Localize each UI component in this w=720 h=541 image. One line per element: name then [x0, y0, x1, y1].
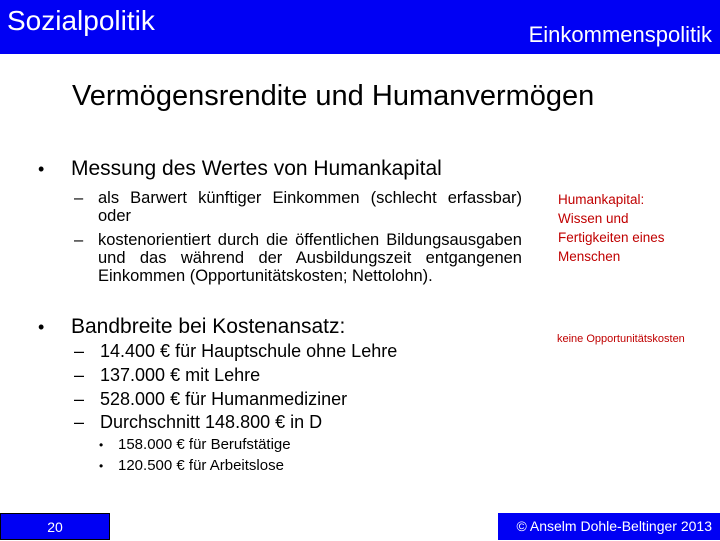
bullet-marker: •: [99, 459, 104, 473]
course-title: Sozialpolitik: [7, 5, 155, 36]
slide-title: Vermögensrendite und Humanvermögen: [72, 80, 595, 112]
bullet-text: Bandbreite bei Kostenansatz:: [71, 315, 346, 338]
sub-sub-item-text: 158.000 € für Berufstätige: [118, 436, 291, 453]
opportunity-cost-note: keine Opportunitätskosten: [557, 333, 685, 345]
bullet-marker: •: [38, 317, 45, 337]
dash-marker: –: [74, 412, 85, 432]
sub-sub-item-text: 120.500 € für Arbeitslose: [118, 457, 284, 474]
sub-item-text: kostenorientiert durch die öffentlichen Bildungsausgaben und das während der Ausbildungszeit entgangenen Einkommen (Opportunitätskosten; Nettolohn).: [98, 231, 522, 285]
copyright: © Anselm Dohle-Beltinger 2013: [498, 513, 720, 540]
dash-marker: –: [74, 365, 85, 385]
note-line: Humankapital:: [558, 192, 645, 207]
sub-item-text: 14.400 € für Hauptschule ohne Lehre: [100, 341, 398, 361]
dash-marker: –: [74, 389, 85, 409]
sub-item-text: 528.000 € für Humanmediziner: [100, 389, 348, 409]
page-number: 20: [0, 513, 110, 540]
note-line: Wissen und: [558, 211, 629, 226]
bullet-marker: •: [38, 159, 45, 179]
dash-marker: –: [74, 189, 84, 207]
header-bar: [0, 0, 720, 54]
dash-marker: –: [74, 341, 85, 361]
bullet-text: Messung des Wertes von Humankapital: [71, 157, 442, 180]
sub-item-text: Durchschnitt 148.800 € in D: [100, 412, 323, 432]
note-line: Menschen: [558, 249, 621, 264]
sub-item-text: als Barwert künftiger Einkommen (schlecht erfassbar) oder: [98, 189, 522, 225]
sub-item-text: 137.000 € mit Lehre: [100, 365, 261, 385]
dash-marker: –: [74, 231, 84, 249]
bullet-marker: •: [99, 438, 104, 452]
sub-item: [74, 189, 522, 225]
note-line: Fertigkeiten eines: [558, 230, 665, 245]
section-title: Einkommenspolitik: [528, 22, 712, 47]
sub-item: [74, 231, 522, 285]
humankapital-note: [558, 190, 665, 266]
